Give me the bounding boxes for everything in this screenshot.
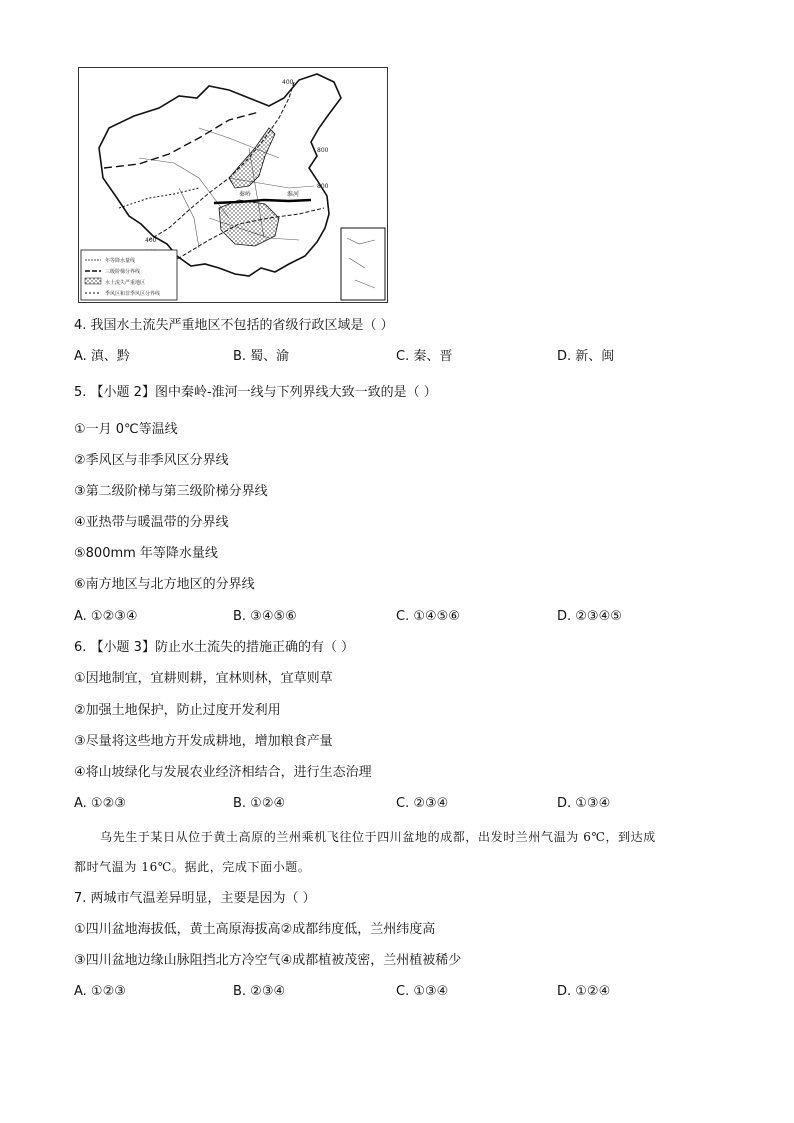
q5-item-5: ⑤800mm 年等降水量线 xyxy=(74,546,218,561)
q6-option-d[interactable]: D. ①③④ xyxy=(557,796,611,811)
q6-stem: 6. 【小题 3】防止水土流失的措施正确的有（ ） xyxy=(74,640,355,655)
q6-item-3: ③尽量将这些地方开发成耕地，增加粮食产量 xyxy=(74,734,333,749)
q5-item-3: ③第二级阶梯与第三级阶梯分界线 xyxy=(74,484,268,499)
south-china-sea-inset xyxy=(341,228,385,300)
q7-option-a[interactable]: A. ①②③ xyxy=(74,984,126,999)
q6-option-a[interactable]: A. ①②③ xyxy=(74,796,126,811)
huaihe-label: 淮河 xyxy=(287,191,300,198)
q6-item-4: ④将山坡绿化与发展农业经济相结合，进行生态治理 xyxy=(74,765,372,780)
q4-option-a[interactable]: A. 滇、黔 xyxy=(74,349,130,364)
q7-stem: 7. 两城市气温差异明显，主要是因为（ ） xyxy=(74,891,316,906)
q6-option-c[interactable]: C. ②③④ xyxy=(396,796,449,811)
isohyet-label: 800 xyxy=(317,183,329,190)
q6-item-2: ②加强土地保护，防止过度开发利用 xyxy=(74,703,281,718)
q5-item-2: ②季风区与非季风区分界线 xyxy=(74,453,229,468)
passage-line-2: 都时气温为 16℃。据此，完成下面小题。 xyxy=(74,860,311,874)
q5-item-6: ⑥南方地区与北方地区的分界线 xyxy=(74,577,255,592)
q7-option-d[interactable]: D. ①②④ xyxy=(557,984,611,999)
legend-step-boundary: 三级阶梯分界线 xyxy=(105,269,141,275)
q7-item-line-2: ③四川盆地边缘山脉阻挡北方冷空气④成都植被茂密，兰州植被稀少 xyxy=(74,953,462,968)
isohyet-label: 800 xyxy=(317,147,329,154)
isohyet-label: 400 xyxy=(145,237,157,244)
monsoon-boundary xyxy=(119,188,199,208)
erosion-area-loess xyxy=(229,128,275,188)
q5-option-c[interactable]: C. ①④⑤⑥ xyxy=(396,609,460,624)
q5-item-4: ④亚热带与暖温带的分界线 xyxy=(74,515,229,530)
q5-option-a[interactable]: A. ①②③④ xyxy=(74,609,138,624)
q5-option-d[interactable]: D. ②③④⑤ xyxy=(557,609,622,624)
china-outline xyxy=(99,74,341,276)
q6-option-b[interactable]: B. ①②④ xyxy=(233,796,286,811)
q7-option-b[interactable]: B. ②③④ xyxy=(233,984,286,999)
china-soil-erosion-map xyxy=(78,67,388,303)
q4-option-d[interactable]: D. 新、闽 xyxy=(557,349,615,364)
q5-stem: 5. 【小题 2】图中秦岭-淮河一线与下列界线大致一致的是（ ） xyxy=(74,385,437,400)
passage-line-1: 乌先生于某日从位于黄土高原的兰州乘机飞往位于四川盆地的成都，出发时兰州气温为 6℃，到达成 xyxy=(100,830,656,844)
isohyet-label: 400 xyxy=(282,79,294,86)
erosion-area-southwest xyxy=(219,200,279,246)
q4-option-c[interactable]: C. 秦、晋 xyxy=(396,349,453,364)
q5-option-b[interactable]: B. ③④⑤⑥ xyxy=(233,609,297,624)
q6-item-1: ①因地制宜，宜耕则耕，宜林则林，宜草则草 xyxy=(74,671,333,686)
step-boundary xyxy=(104,112,259,168)
q7-option-c[interactable]: C. ①③④ xyxy=(396,984,449,999)
legend-monsoon-boundary: 季风区和非季风区分界线 xyxy=(105,291,161,297)
qinling-huaihe-line xyxy=(214,200,311,203)
map-graphic xyxy=(79,68,387,302)
q7-item-line-1: ①四川盆地海拔低，黄土高原海拔高②成都纬度低，兰州纬度高 xyxy=(74,922,436,937)
legend-erosion-area: 水土流失严重地区 xyxy=(105,280,146,286)
q4-stem: 4. 我国水土流失严重地区不包括的省级行政区域是（ ） xyxy=(74,318,394,333)
q4-option-b[interactable]: B. 蜀、渝 xyxy=(233,349,290,364)
legend-isohyet: 年等降水量线 xyxy=(105,258,136,264)
qinling-label: 秦岭 xyxy=(239,191,252,198)
q5-item-1: ①一月 0℃等温线 xyxy=(74,422,178,437)
